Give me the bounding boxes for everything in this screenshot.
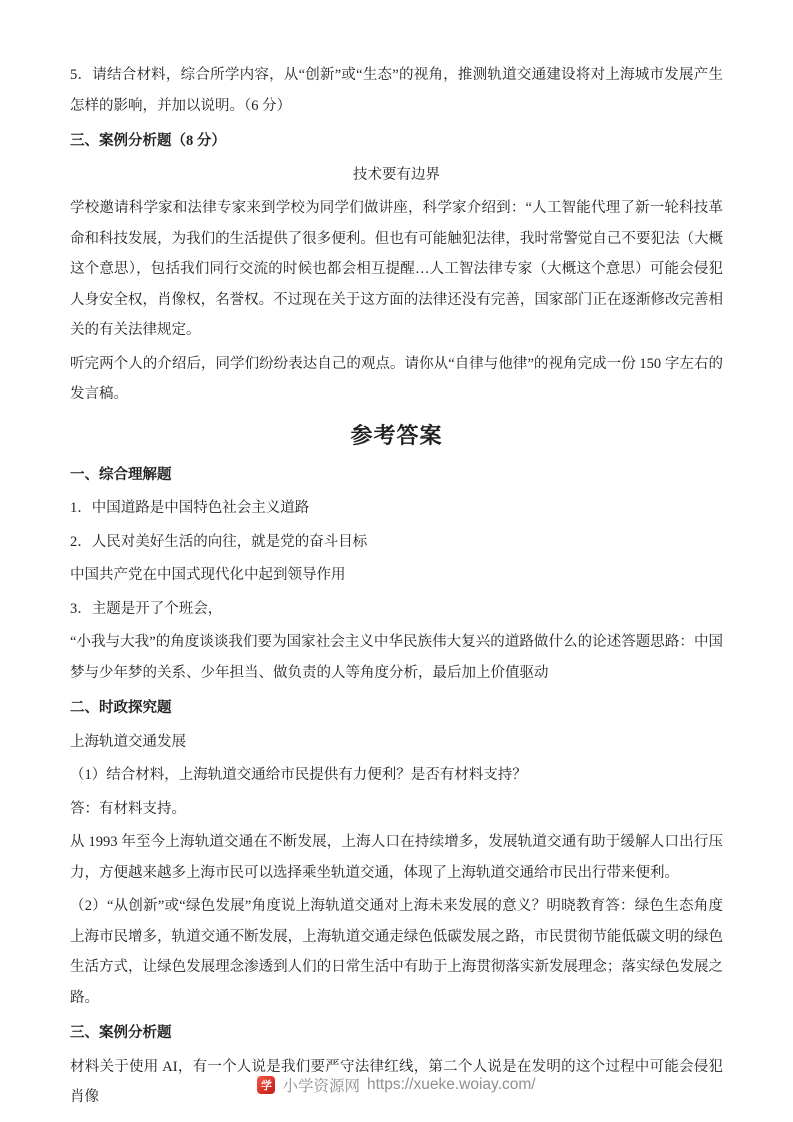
- page-footer: [0, 1074, 793, 1096]
- topic-line: 上海轨道交通发展: [70, 733, 186, 750]
- case-task-paragraph: 听完两个人的介绍后，同学们纷纷表达自己的观点。请你从“自律与他律”的视角完成一份 150 字左右的发言稿。: [70, 355, 723, 402]
- answers-section-3-heading: 三、案例分析题: [70, 1025, 172, 1041]
- answer-item-2-continued: 中国共产党在中国式现代化中起到领导作用: [70, 567, 346, 583]
- sub-question-1: （1）结合材料，上海轨道交通给市民提供有力便利？是否有材料支持？: [70, 767, 527, 783]
- section-case-analysis-heading: 三、案例分析题（8 分）: [70, 133, 226, 149]
- site-url-link[interactable]: https://xueke.woiay.com/: [366, 1076, 536, 1093]
- answers-section-1-heading: 一、综合理解题: [70, 466, 172, 483]
- answer-item-1: 1．中国道路是中国特色社会主义道路: [70, 500, 310, 516]
- sub-question-1-explanation: 从 1993 年至今上海轨道交通在不断发展，上海人口在持续增多，发展轨道交通有助于缓解人口出行压力，方便越来越多上海市民可以选择乘坐轨道交通，体现了上海轨道交通给市民出行带来便利。: [70, 834, 723, 881]
- site-name: 小学资源网: [282, 1078, 360, 1095]
- sub-question-1-answer: 答：有材料支持。: [70, 800, 186, 817]
- answers-section-2-heading: 二、时政探究题: [70, 700, 172, 716]
- sub-question-2-answer: （2）“从创新”或“绿色发展”角度说上海轨道交通对上海未来发展的意义？明晓教育答：绿色生态角度上海市民增多，轨道交通不断发展，上海轨道交通走绿色低碳发展之路，市民贯彻节能低碳文明的绿色生活方式，让绿色发展理念渗透到人们的日常生活中有助于上海贯彻落实新发展理念；落实绿色发展之路。: [70, 898, 723, 1006]
- question-5: 5．请结合材料，综合所学内容，从“创新”或“生态”的视角，推测轨道交通建设将对上海城市发展产生怎样的影响，并加以说明。（6 分）: [70, 67, 723, 114]
- case-material-paragraph: 学校邀请科学家和法律专家来到学校为同学们做讲座，科学家介绍到：“人工智能代理了新一轮科技革命和科技发展，为我们的生活提供了很多便利。但也有可能触犯法律，我时常警觉自己不要犯法（大概这个意思），包括我们同行交流的时候也都会相互提醒…人工智法律专家（大概这个意思）可能会侵犯人身安全权，肖像权，名誉权。不过现在关于这方面的法律还没有完善，国家部门正在逐渐修改完善相关的有关法律规定。: [70, 200, 723, 338]
- answer-item-3: 3．主题是开了个班会，: [70, 600, 223, 617]
- answer-item-2: 2．人民对美好生活的向往，就是党的奋斗目标: [70, 533, 368, 550]
- case-answer-paragraph: 材料关于使用 AI，有一个人说是我们要严守法律红线，第二个人说是在发明的这个过程中可能会侵犯肖像: [70, 1058, 723, 1105]
- site-logo-icon: 学: [257, 1076, 275, 1094]
- reference-answers-title: 参考答案: [350, 422, 443, 448]
- case-study-title: 技术要有边界: [353, 166, 440, 183]
- answer-item-3-detail: “小我与大我”的角度谈谈我们要为国家社会主义中华民族伟大复兴的道路做什么的论述答题思路：中国梦与少年梦的关系、少年担当、做负责的人等角度分析，最后加上价值驱动: [70, 634, 723, 681]
